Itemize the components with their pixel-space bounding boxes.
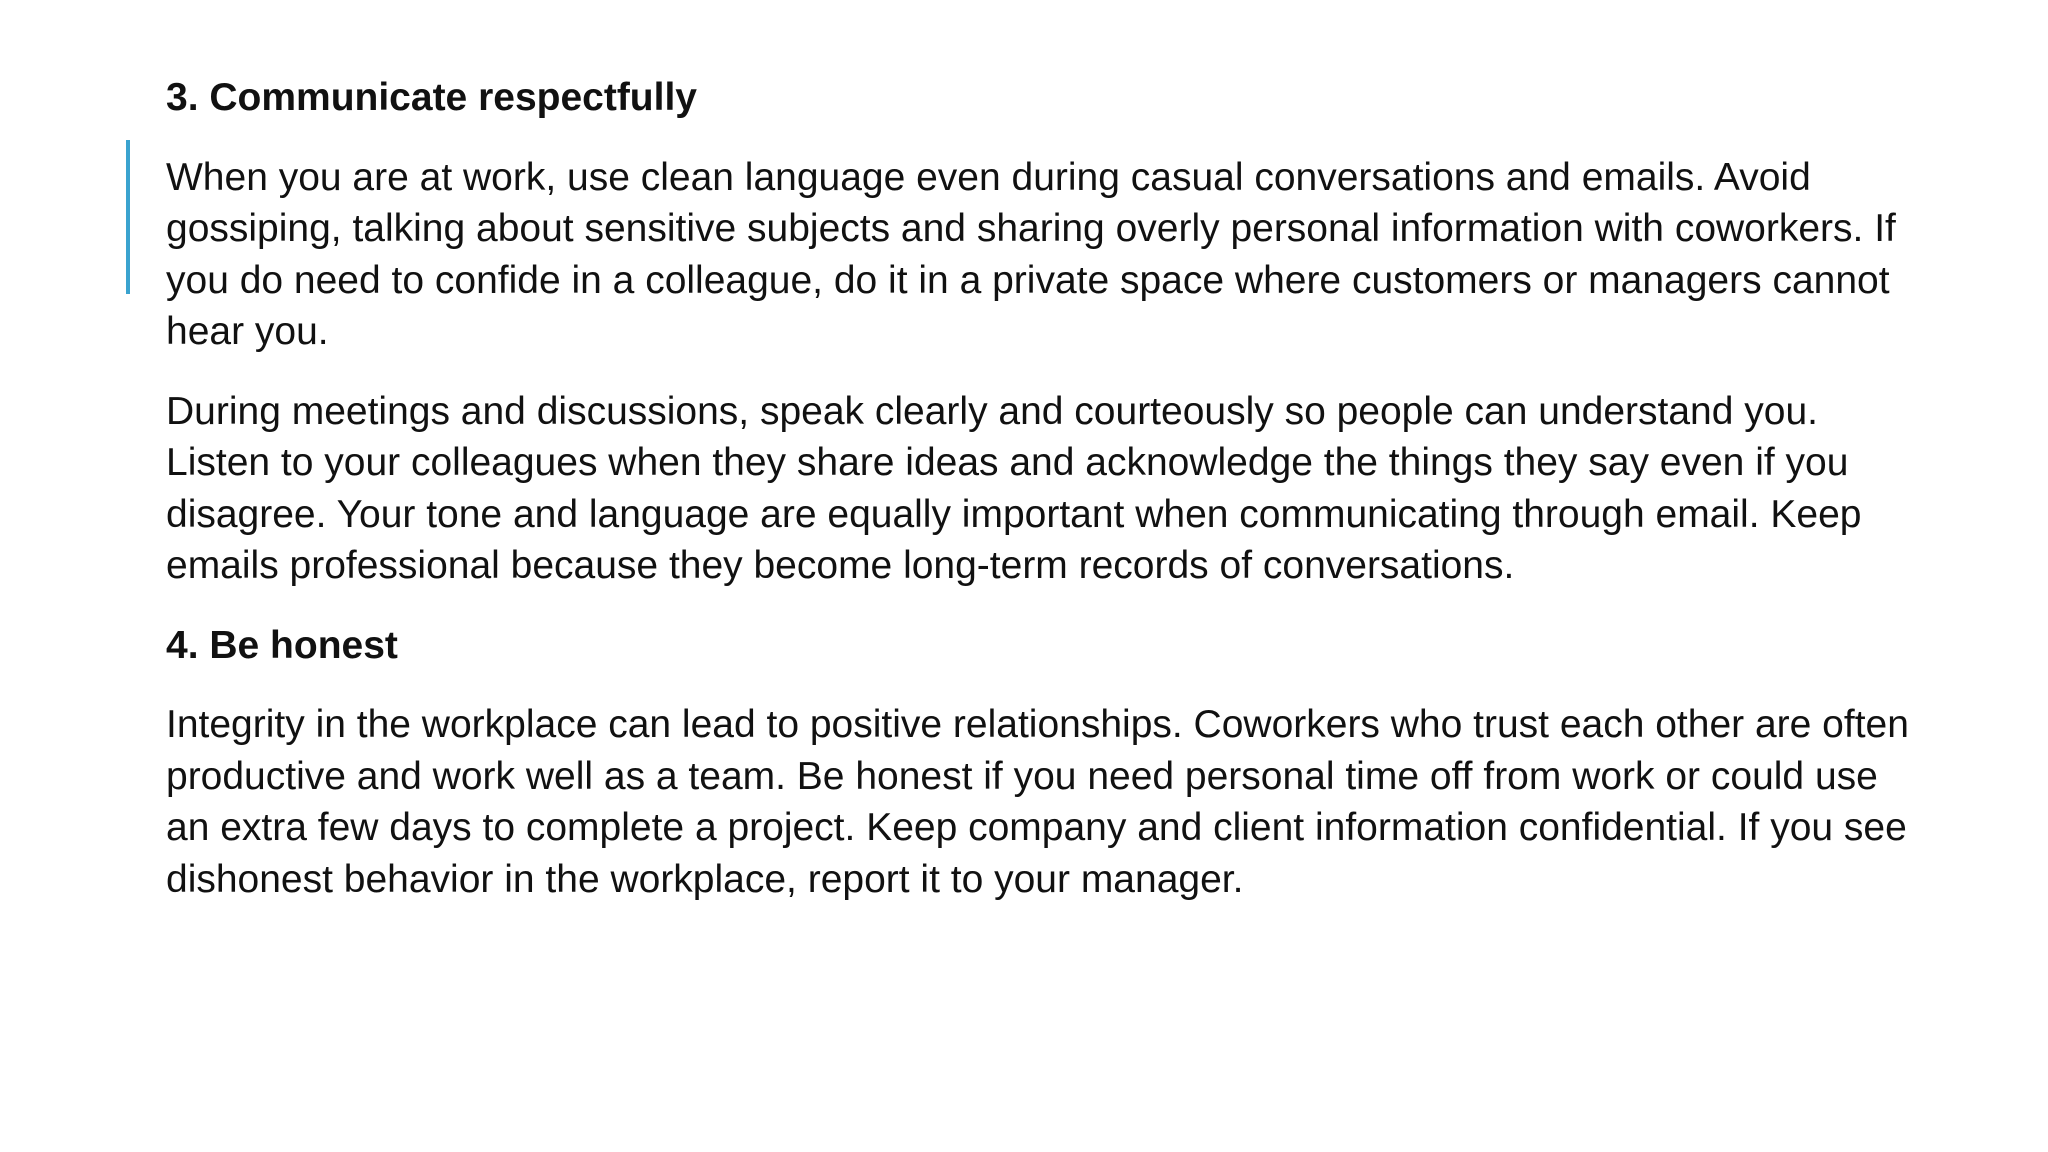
paragraph: When you are at work, use clean language even during casual conversations and emails. Avoid gossiping, talking about sensitive subjects and sharing overly personal information with coworkers. If you do need to confide in a colleague, do it in a private space where customers or managers cannot hear you. [166, 155, 1896, 353]
section-heading: 4. Be honest [166, 623, 398, 667]
section-heading: 3. Communicate respectfully [166, 76, 697, 119]
paragraph: During meetings and discussions, speak clearly and courteously so people can understand you. Listen to your colleagues when they share ideas and acknowledge the things they say even if you disagree. Your tone and language are equally important when communicating through email. Keep emails professional because they become long-term records of conversations. [166, 389, 1862, 587]
section-communicate-respectfully [166, 72, 1926, 592]
paragraph: Integrity in the workplace can lead to positive relationships. Coworkers who trust each other are often productive and work well as a team. Be honest if you need personal time off from work or could use an extra few days to complete a project. Keep company and client information confidential. If you see dishonest behavior in the workplace, report it to your manager. [166, 703, 1909, 901]
accent-bar [126, 140, 130, 294]
slide-content [166, 72, 1926, 905]
section-be-honest [166, 620, 1926, 906]
